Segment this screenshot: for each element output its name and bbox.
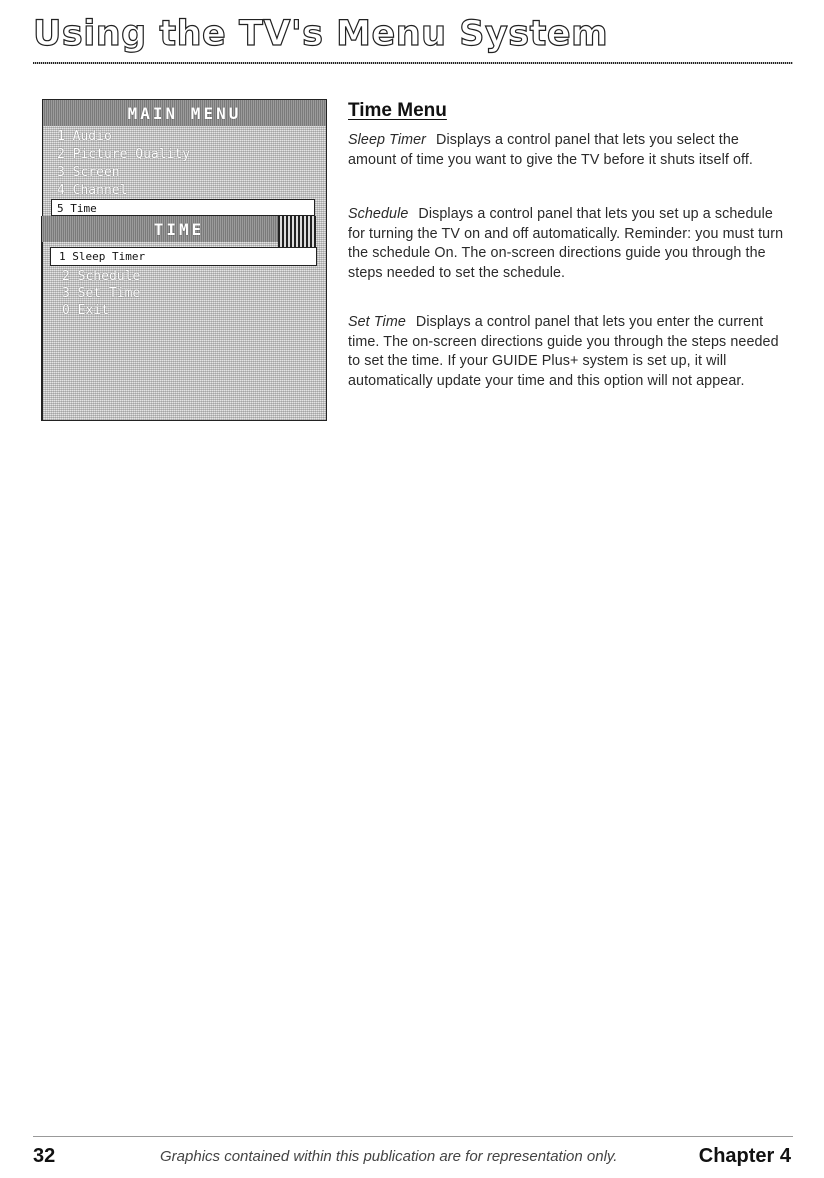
section-heading: Time Menu xyxy=(348,100,447,121)
footer-rule xyxy=(33,1136,793,1137)
time-menu-header xyxy=(42,216,316,242)
time-menu-selected-item: 1 Sleep Timer xyxy=(50,247,317,266)
main-menu-header xyxy=(43,100,326,126)
main-menu-item: 4 Channel xyxy=(57,183,128,198)
page-title: Using the TV's Menu System xyxy=(33,14,609,54)
time-menu-item: 0 Exit xyxy=(62,303,109,318)
entry-term: Set Time xyxy=(348,314,406,330)
time-menu-item: 3 Set Time xyxy=(62,286,141,301)
time-menu-list xyxy=(56,268,306,319)
entry-term: Schedule xyxy=(348,206,409,222)
entry-text: Displays a control panel that lets you select the amount of time you want to give the TV before it shuts itself off. xyxy=(348,132,754,168)
main-menu-item: 1 Audio xyxy=(57,129,112,144)
main-menu-title: MAIN MENU xyxy=(127,104,242,123)
entry-text: Displays a control panel that lets you set up a schedule for turning the TV on and off automatically. Reminder: you must turn the schedule On. The on-screen directions guide you through the steps needed to set the schedule. xyxy=(348,206,784,281)
page-number: 32 xyxy=(33,1145,56,1167)
main-menu-item: 2 Picture Quality xyxy=(57,147,191,162)
main-menu-list xyxy=(51,128,321,200)
title-rule xyxy=(33,62,793,64)
time-menu-item: 2 Schedule xyxy=(62,269,141,284)
main-menu-item: 3 Screen xyxy=(57,165,120,180)
entry-schedule xyxy=(348,205,788,283)
main-menu-selected-item: 5 Time xyxy=(51,199,315,216)
footer-note: Graphics contained within this publication are for representation only. xyxy=(160,1148,618,1165)
entry-term: Sleep Timer xyxy=(348,132,427,148)
time-submenu xyxy=(41,216,316,421)
time-menu-title: TIME xyxy=(153,220,205,239)
chapter-label: Chapter 4 xyxy=(698,1145,791,1167)
entry-text: Displays a control panel that lets you enter the current time. The on-screen directions guide you through the steps needed to set the time. If your GUIDE Plus+ system is set up, it will automatically update your time and this option will not appear. xyxy=(348,314,779,389)
entry-sleep-timer xyxy=(348,131,788,170)
entry-set-time xyxy=(348,313,788,391)
